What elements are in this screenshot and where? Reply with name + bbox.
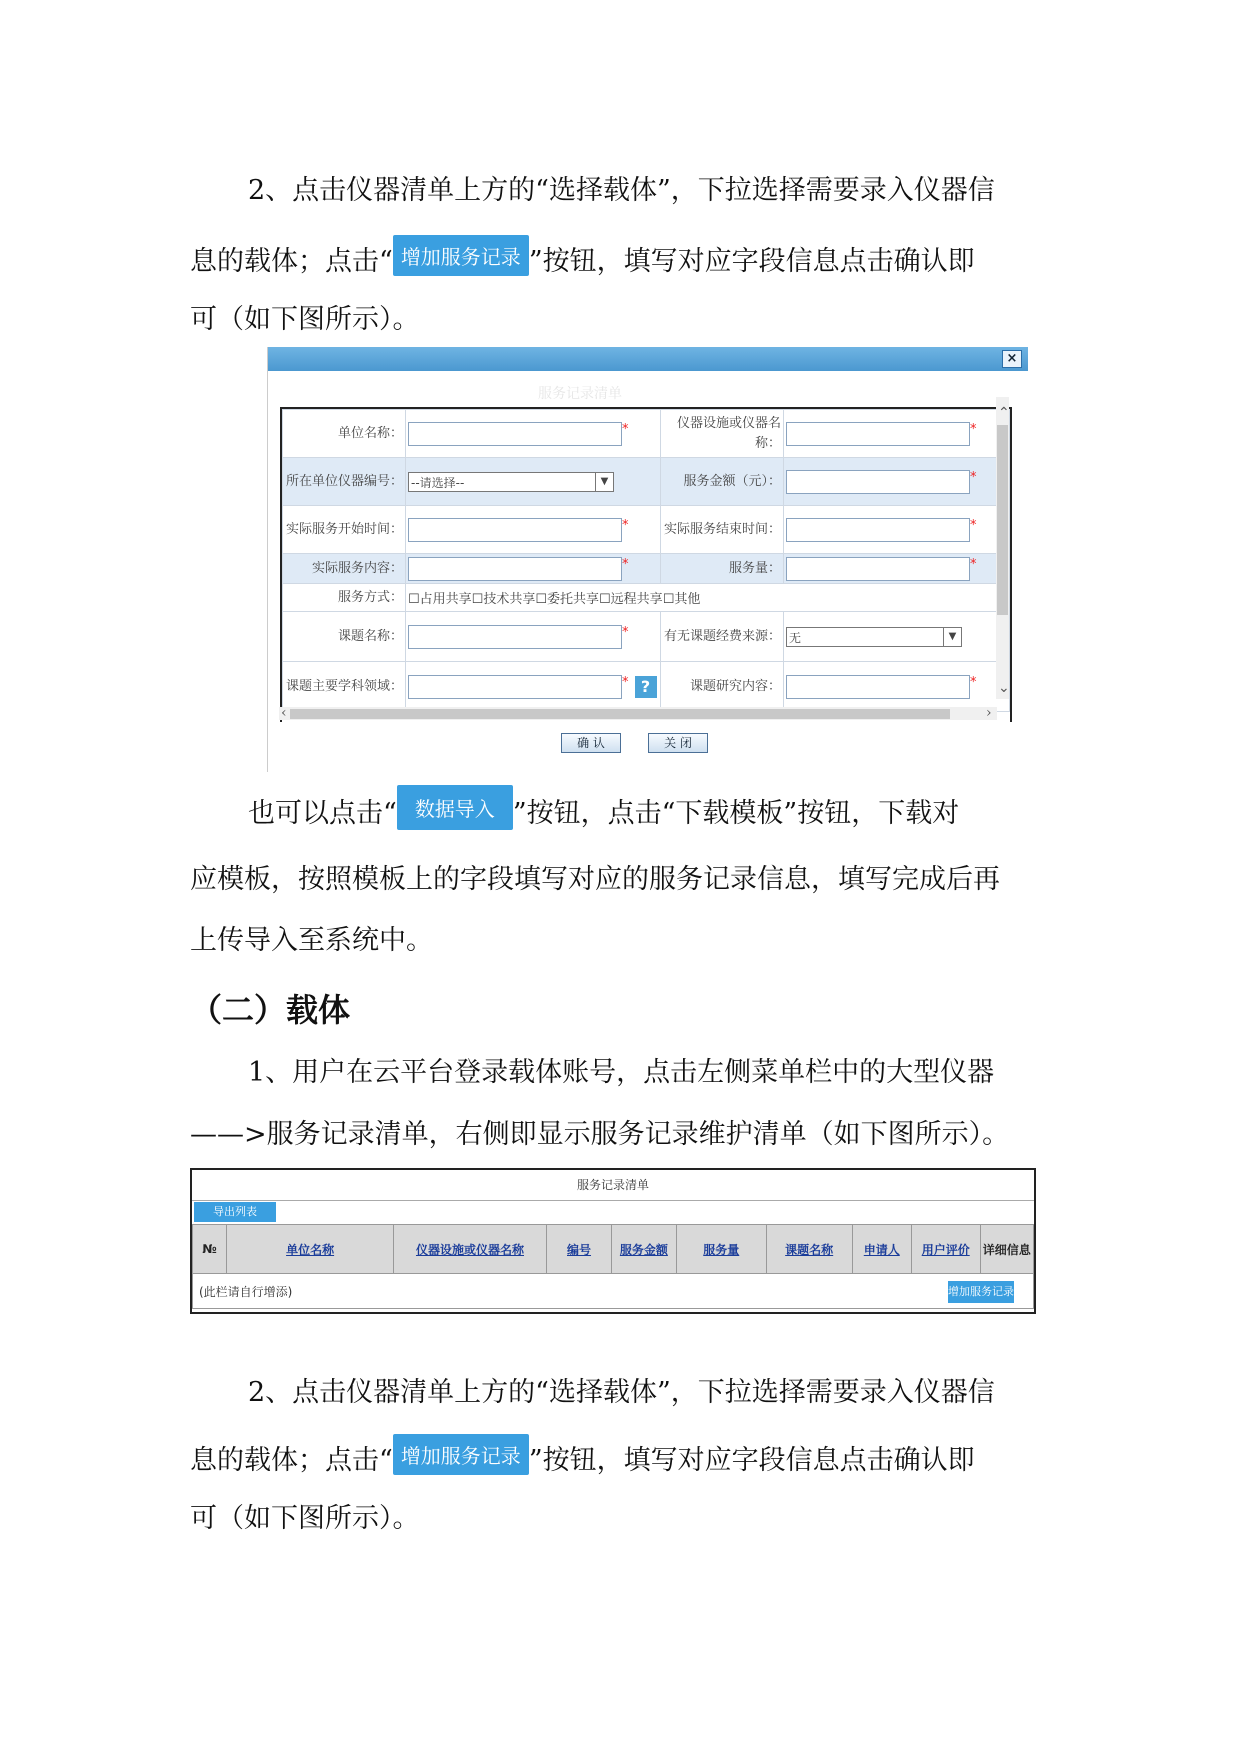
- para2-line1-pre: 也可以点击“: [248, 798, 397, 829]
- start-time-input[interactable]: [408, 518, 622, 542]
- checkbox-entrust-share[interactable]: ☐委托共享: [535, 592, 600, 607]
- section-heading: （二）载体: [190, 991, 351, 1029]
- para3-line1: 1、用户在云平台登录载体账号，点击左侧菜单栏中的大型仪器: [248, 1057, 995, 1088]
- para1-line2: [190, 235, 975, 278]
- option-label: 其他: [674, 592, 701, 607]
- label-end-time: 实际服务结束时间：: [661, 506, 784, 554]
- add-service-record-inline-button: 增加服务记录: [393, 1434, 529, 1475]
- label-project-name: 课题名称：: [283, 612, 406, 662]
- label-subject-field: 课题主要学科领域：: [283, 662, 406, 712]
- para2-line2: 应模板，按照模板上的字段填写对应的服务记录信息，填写完成后再: [190, 864, 1000, 895]
- para4-line2: [190, 1434, 975, 1477]
- label-start-time: 实际服务开始时间：: [283, 506, 406, 554]
- required-star: *: [622, 556, 629, 572]
- dialog-titlebar: [268, 347, 1028, 371]
- col-detail-info: 详细信息: [980, 1225, 1033, 1274]
- service-mode-options: [406, 584, 1010, 612]
- required-star: *: [970, 469, 977, 485]
- checkbox-remote-share[interactable]: ☐远程共享: [599, 592, 663, 607]
- label-funding-source: 有无课题经费来源：: [661, 612, 784, 662]
- col-code[interactable]: 编号: [547, 1225, 612, 1274]
- col-project-name[interactable]: 课题名称: [766, 1225, 852, 1274]
- service-record-list: [190, 1168, 1036, 1314]
- dialog-faint-title: 服务记录清单: [538, 386, 622, 402]
- required-star: *: [622, 517, 629, 533]
- scroll-left-icon[interactable]: ‹: [281, 705, 287, 721]
- para2-line1-post: ”按钮，点击“下载模板”按钮，下载对: [512, 798, 960, 829]
- checkbox-tech-share[interactable]: ☐技术共享: [471, 592, 536, 607]
- confirm-button[interactable]: 确 认: [561, 733, 621, 753]
- select-value: --请选择--: [411, 475, 465, 490]
- row-note: (此栏请自行增添): [193, 1274, 1034, 1309]
- project-name-input[interactable]: [408, 625, 622, 649]
- select-value: 无: [789, 630, 802, 645]
- required-star: *: [622, 674, 629, 690]
- required-star: *: [622, 421, 629, 437]
- scroll-down-icon[interactable]: ⌄: [998, 680, 1010, 696]
- chevron-down-icon: ▼: [595, 473, 613, 491]
- instrument-name-input[interactable]: [786, 422, 970, 446]
- add-service-record-button[interactable]: 增加服务记录: [948, 1281, 1014, 1303]
- chevron-down-icon: ▼: [943, 628, 961, 646]
- col-user-rating[interactable]: 用户评价: [911, 1225, 980, 1274]
- col-applicant[interactable]: 申请人: [852, 1225, 911, 1274]
- label-instrument-number: 所在单位仪器编号：: [283, 458, 406, 506]
- para3-line2: ——>服务记录清单，右侧即显示服务记录维护清单（如下图所示）。: [190, 1119, 1010, 1150]
- para2-line1: [248, 785, 959, 830]
- service-amount-input[interactable]: [786, 470, 970, 494]
- label-instrument-name: 仪器设施或仪器名称：: [661, 410, 784, 458]
- vertical-scroll-thumb[interactable]: [997, 425, 1008, 615]
- label-service-content: 实际服务内容：: [283, 554, 406, 584]
- para4-line1: 2、点击仪器清单上方的“选择载体”，下拉选择需要录入仪器信: [248, 1377, 995, 1408]
- funding-source-select[interactable]: [786, 627, 962, 647]
- required-star: *: [970, 556, 977, 572]
- col-number-sign: №: [193, 1225, 227, 1274]
- scroll-right-icon[interactable]: ›: [986, 705, 992, 721]
- subject-field-input[interactable]: [408, 675, 622, 699]
- para4-line3: 可（如下图所示）。: [190, 1503, 420, 1534]
- close-button[interactable]: 关 闭: [648, 733, 708, 753]
- label-research-content: 课题研究内容：: [661, 662, 784, 712]
- para2-line3: 上传导入至系统中。: [190, 925, 433, 956]
- para1-line3: 可（如下图所示）。: [190, 304, 420, 335]
- required-star: *: [622, 624, 629, 640]
- list-table: [192, 1224, 1034, 1309]
- list-title: 服务记录清单: [192, 1170, 1034, 1201]
- service-quantity-input[interactable]: [786, 557, 970, 581]
- scroll-up-icon[interactable]: ⌃: [998, 405, 1010, 421]
- required-star: *: [970, 421, 977, 437]
- option-label: 远程共享: [610, 592, 663, 607]
- close-icon[interactable]: ×: [1002, 350, 1022, 368]
- para4-line2-pre: 息的载体；点击“: [190, 1445, 393, 1476]
- data-import-inline-button: 数据导入: [397, 785, 513, 830]
- unit-name-input[interactable]: [408, 422, 622, 446]
- label-service-mode: 服务方式：: [283, 584, 406, 612]
- required-star: *: [970, 674, 977, 690]
- col-service-amount[interactable]: 服务金额: [611, 1225, 676, 1274]
- instrument-number-select[interactable]: [408, 472, 614, 492]
- label-unit-name: 单位名称：: [283, 410, 406, 458]
- dialog-form: [280, 407, 1012, 722]
- required-star: *: [970, 517, 977, 533]
- end-time-input[interactable]: [786, 518, 970, 542]
- option-label: 占用共享: [419, 592, 472, 607]
- label-service-amount: 服务金额（元）：: [661, 458, 784, 506]
- para4-line2-post: ”按钮，填写对应字段信息点击确认即: [528, 1445, 975, 1476]
- add-service-record-inline-button: 增加服务记录: [393, 235, 529, 276]
- horizontal-scroll-thumb[interactable]: [290, 709, 950, 719]
- para1-line1: 2、点击仪器清单上方的“选择载体”，下拉选择需要录入仪器信: [248, 175, 995, 206]
- label-service-quantity: 服务量：: [661, 554, 784, 584]
- option-label: 委托共享: [547, 592, 600, 607]
- export-list-button[interactable]: 导出列表: [194, 1202, 276, 1222]
- research-content-input[interactable]: [786, 675, 970, 699]
- col-unit-name[interactable]: 单位名称: [227, 1225, 394, 1274]
- help-icon[interactable]: ?: [635, 676, 657, 698]
- service-content-input[interactable]: [408, 557, 622, 581]
- para1-line2-post: ”按钮，填写对应字段信息点击确认即: [528, 246, 975, 277]
- col-instrument-name[interactable]: 仪器设施或仪器名称: [393, 1225, 546, 1274]
- checkbox-other[interactable]: ☐其他: [662, 592, 701, 607]
- col-service-quantity[interactable]: 服务量: [676, 1225, 766, 1274]
- para1-line2-pre: 息的载体；点击“: [190, 246, 393, 277]
- checkbox-occupy-share[interactable]: ☐占用共享: [408, 592, 472, 607]
- option-label: 技术共享: [483, 592, 536, 607]
